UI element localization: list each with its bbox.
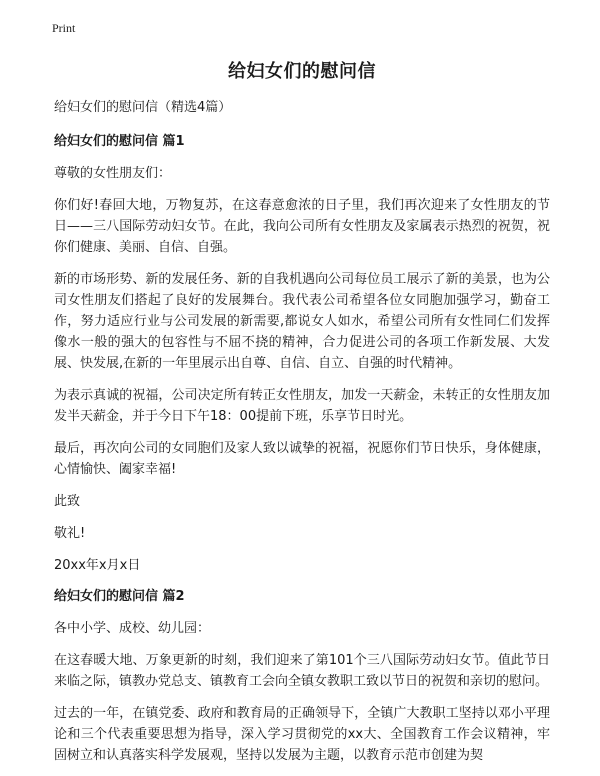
- salutation: 尊敬的女性朋友们：: [54, 166, 172, 181]
- salutation: 各中小学、成校、幼儿园：: [54, 621, 211, 636]
- section-2-heading: 给妇女们的慰问信 篇2: [54, 589, 185, 604]
- date-line: 20xx年x月x日: [54, 558, 141, 573]
- document-title: 给妇女们的慰问信: [228, 61, 376, 82]
- paragraph: 过去的一年，在镇党委、政府和教育局的正确领导下，全镇广大教职工坚持以邓小平理论和三个代表重要思想为指导，深入学习贯彻党的xx大、全国教育工作会议精神，牢固树立和认真落实科学发展观，坚持以发展为主题，以教育示范市创建为契: [54, 706, 550, 763]
- paragraph: 你们好!春回大地，万物复苏，在这春意愈浓的日子里，我们再次迎来了女性朋友的节日——三八国际劳动妇女节。在此，我向公司所有女性朋友及家属表示热烈的祝贺，祝你们健康、美丽、自信、自强。: [54, 198, 550, 255]
- document-subtitle: 给妇女们的慰问信（精选4篇）: [54, 100, 232, 115]
- section-1-heading: 给妇女们的慰问信 篇1: [54, 134, 185, 149]
- paragraph: 最后，再次向公司的女同胞们及家人致以诚挚的祝福，祝愿你们节日快乐，身体健康，心情愉快、阖家幸福!: [54, 441, 550, 477]
- paragraph: 新的市场形势、新的发展任务、新的自我机遇向公司每位员工展示了新的美景，也为公司女性朋友们搭起了良好的发展舞台。我代表公司希望各位女同胞加强学习，勤奋工作，努力适应行业与公司发展的新需要,都说女人如水，希望公司所有女性同仁们发挥像水一般的强大的包容性与不屈不挠的精神，合力促进公司的各项工作新发展、大发展、快发展,在新的一年里展示出自尊、自信、自立、自强的时代精神。: [54, 272, 550, 371]
- print-link[interactable]: Print: [52, 21, 76, 35]
- closing-line: 敬礼!: [54, 526, 86, 541]
- paragraph: 在这春暖大地、万象更新的时刻，我们迎来了第101个三八国际劳动妇女节。值此节日来临之际，镇教办党总支、镇教育工会向全镇女教职工致以节日的祝贺和亲切的慰问。: [54, 653, 550, 689]
- paragraph: 为表示真诚的祝福，公司决定所有转正女性朋友，加发一天薪金，未转正的女性朋友加发半天薪金，并于今日下午18：00提前下班，乐享节日时光。: [54, 388, 550, 424]
- closing-line: 此致: [54, 494, 81, 509]
